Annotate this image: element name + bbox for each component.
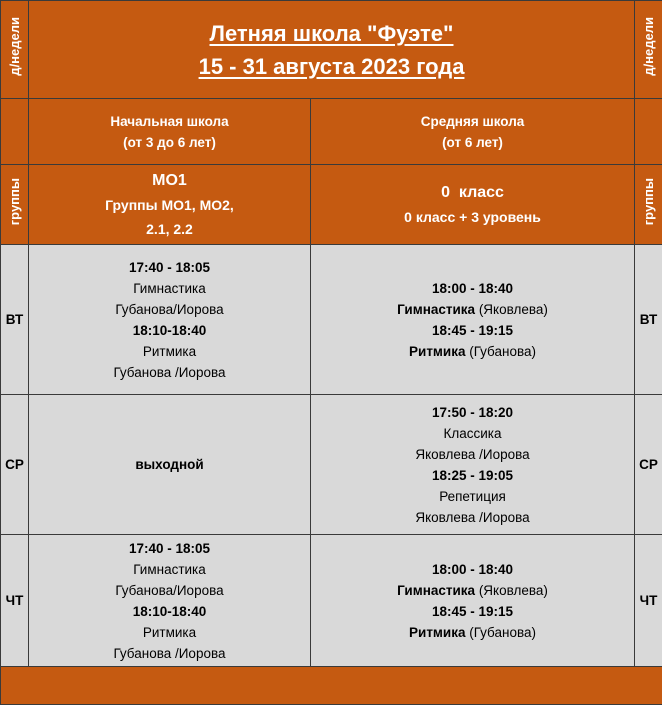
teacher: Губанова /Иорова xyxy=(29,643,310,664)
time-slot: 18:00 - 18:40 xyxy=(311,278,634,299)
group-main-middle: 0 класс xyxy=(311,181,634,205)
schedule-cell-primary xyxy=(29,245,311,395)
time-slot: 18:45 - 19:15 xyxy=(311,320,634,341)
time-slot: 18:00 - 18:40 xyxy=(311,559,634,580)
primary-school-age: (от 3 до 6 лет) xyxy=(29,132,310,153)
day-label-left: СР xyxy=(1,395,29,535)
title-line-1: Летняя школа "Фуэте" xyxy=(29,17,634,50)
teacher: (Яковлева) xyxy=(479,583,548,598)
right-spacer-cell xyxy=(635,99,662,165)
teacher: Губанова/Иорова xyxy=(29,299,310,320)
day-label-right: СР xyxy=(635,395,662,535)
column-header-middle xyxy=(311,99,635,165)
day-label-left: ЧТ xyxy=(1,535,29,667)
left-groups-label-cell xyxy=(1,165,29,245)
time-slot: 18:10-18:40 xyxy=(29,320,310,341)
schedule-cell-middle xyxy=(311,245,635,395)
time-slot: 18:25 - 19:05 xyxy=(311,465,634,486)
day-label-left: ВТ xyxy=(1,245,29,395)
schedule-cell-middle xyxy=(311,535,635,667)
subject: Гимнастика xyxy=(29,559,310,580)
teacher: (Губанова) xyxy=(469,625,536,640)
day-row-thursday xyxy=(1,535,662,667)
subject: Ритмика xyxy=(29,622,310,643)
subject: Ритмика xyxy=(409,625,465,640)
teacher: (Яковлева) xyxy=(479,302,548,317)
day-row-wednesday xyxy=(1,395,662,535)
subject: Гимнастика xyxy=(29,278,310,299)
teacher: Яковлева /Иорова xyxy=(311,507,634,528)
teacher: Яковлева /Иорова xyxy=(311,444,634,465)
left-side-label-cell xyxy=(1,1,29,99)
groups-label: группы xyxy=(638,178,659,225)
title-cell xyxy=(29,1,635,99)
lesson xyxy=(311,622,634,643)
time-slot: 17:50 - 18:20 xyxy=(311,402,634,423)
lesson xyxy=(311,299,634,320)
day-label-right: ВТ xyxy=(635,245,662,395)
teacher: Губанова /Иорова xyxy=(29,362,310,383)
schedule-cell-primary xyxy=(29,535,311,667)
lesson xyxy=(311,580,634,601)
primary-school-name: Начальная школа xyxy=(29,111,310,132)
subject: Гимнастика xyxy=(397,302,475,317)
group-list-primary-2: 2.1, 2.2 xyxy=(29,217,310,241)
middle-school-name: Средняя школа xyxy=(311,111,634,132)
subject: Ритмика xyxy=(409,344,465,359)
day-row-tuesday xyxy=(1,245,662,395)
subject: Классика xyxy=(311,423,634,444)
footer-bar xyxy=(1,667,662,705)
schedule-cell-middle xyxy=(311,395,635,535)
time-slot: 18:10-18:40 xyxy=(29,601,310,622)
time-slot: 17:40 - 18:05 xyxy=(29,538,310,559)
subject: Гимнастика xyxy=(397,583,475,598)
subject: Ритмика xyxy=(29,341,310,362)
groups-row xyxy=(1,165,662,245)
days-of-week-label: д/недели xyxy=(638,17,659,76)
days-of-week-label: д/недели xyxy=(4,17,25,76)
subject: Репетиция xyxy=(311,486,634,507)
groups-cell-middle xyxy=(311,165,635,245)
group-list-middle: 0 класс + 3 уровень xyxy=(311,205,634,229)
group-main-primary: МО1 xyxy=(29,169,310,193)
left-spacer-cell xyxy=(1,99,29,165)
day-label-right: ЧТ xyxy=(635,535,662,667)
group-list-primary-1: Группы МО1, МО2, xyxy=(29,193,310,217)
time-slot: 18:45 - 19:15 xyxy=(311,601,634,622)
footer-row xyxy=(1,667,662,705)
title-line-2: 15 - 31 августа 2023 года xyxy=(29,50,634,83)
lesson xyxy=(311,341,634,362)
right-side-label-cell xyxy=(635,1,662,99)
middle-school-age: (от 6 лет) xyxy=(311,132,634,153)
time-slot: 17:40 - 18:05 xyxy=(29,257,310,278)
teacher: (Губанова) xyxy=(469,344,536,359)
right-groups-label-cell xyxy=(635,165,662,245)
groups-cell-primary xyxy=(29,165,311,245)
groups-label: группы xyxy=(4,178,25,225)
title-row xyxy=(1,1,662,99)
day-off-text: выходной xyxy=(135,457,203,472)
schedule-cell-primary xyxy=(29,395,311,535)
school-header-row xyxy=(1,99,662,165)
teacher: Губанова/Иорова xyxy=(29,580,310,601)
column-header-primary xyxy=(29,99,311,165)
